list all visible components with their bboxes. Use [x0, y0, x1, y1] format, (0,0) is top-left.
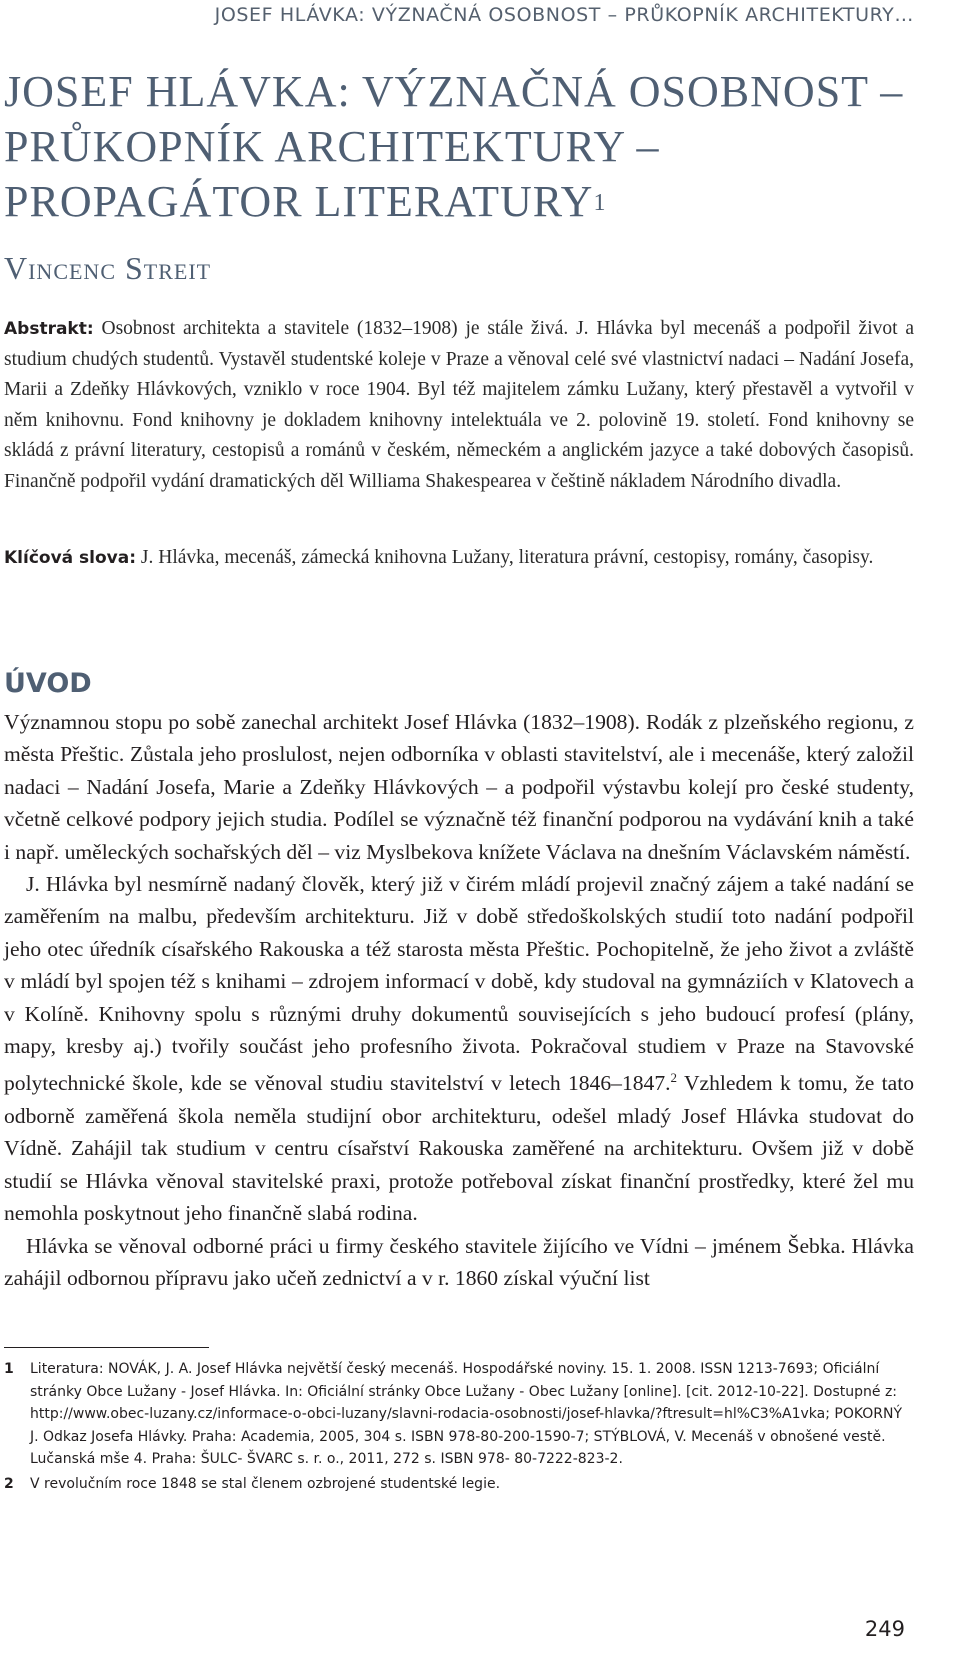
section-heading: ÚVOD — [4, 668, 92, 699]
abstract-text: Osobnost architekta a stavitele (1832–1908) je stále živá. J. Hlávka byl mecenáš a podpořil život a studium chudých studentů. Vystavěl studentské koleje v Praze a věnoval celé své vlastnictví nadaci – Nadání Josefa, Marii a Zdeňky Hlávkových, vzniklo v roce 1904. Byl též majitelem zámku Lužany, který přestavěl a vytvořil v něm knihovnu. Fond knihovny je dokladem knihovny intelektuála ve 2. polovině 19. století. Fond knihovny se skládá z právní literatury, cestopisů a románů v českém, německém a anglickém jazyce a také dobových časopisů. Finančně podpořil vydání dramatických děl Williama Shakespearea v češtině nákladem Národního divadla. — [4, 318, 914, 492]
keywords-text: J. Hlávka, mecenáš, zámecká knihovna Lužany, literatura právní, cestopisy, romány, časopisy. — [140, 547, 874, 568]
running-head: JOSEF HLÁVKA: VÝZNAČNÁ OSOBNOST – PRŮKOPNÍK ARCHITEKTURY… — [214, 4, 914, 26]
paragraph: Hlávka se věnoval odborné práci u firmy českého stavitele žijícího ve Vídni – jménem Šebka. Hlávka zahájil odbornou přípravu jako učeň zednictví a v r. 1860 získal výuční list — [4, 1233, 914, 1291]
keywords-label: Klíčová slova: — [4, 548, 137, 568]
article-title — [4, 64, 954, 229]
article-title-text: JOSEF HLÁVKA: VÝZNAČNÁ OSOBNOST – PRŮKOPNÍK ARCHITEKTURY – PROPAGÁTOR LITERATURY — [4, 67, 904, 226]
paragraph — [4, 868, 914, 1230]
page-number: 249 — [864, 1617, 905, 1641]
body-text — [4, 706, 914, 1295]
footnotes — [4, 1358, 910, 1498]
paragraph-text: J. Hlávka byl nesmírně nadaný člověk, který již v čirém mládí projevil značný zájem a také nadání se zaměřením na malbu, především architekturu. Již v době středoškolských studií toto nadání podpořil jeho otec úředník císařského Rakouska a též starosta města Přeštic. Pochopitelně, že jeho život a zvláště v mládí byl spojen též s knihami – zdrojem informací v době, kdy studoval na gymnáziích v Klatovech a v Kolíně. Knihovny spolu s různými druhy dokumentů souvisejících s jeho budoucí profesí (plány, mapy, kresby aj.) tvořily součást jeho profesního života. Pokračoval studiem v Praze na Stavovské polytechnické škole, kde se věnoval studiu stavitelství v letech 1846–1847. — [4, 872, 914, 1096]
footnote — [4, 1473, 910, 1496]
footnote-divider — [4, 1347, 209, 1348]
abstract — [4, 314, 914, 497]
title-footnote-ref[interactable]: 1 — [593, 190, 607, 216]
footnote-number: 2 — [4, 1475, 14, 1492]
footnote-ref[interactable]: 2 — [670, 1070, 678, 1086]
paragraph: Významnou stopu po sobě zanechal architekt Josef Hlávka (1832–1908). Rodák z plzeňského regionu, z města Přeštic. Zůstala jeho proslulost, nejen odborníka v oblasti stavitelství, ale i mecenáše, který založil nadaci – Nadání Josefa, Marie a Zdeňky Hlávkových – a podpořil výstavbu kolejí pro české studenty, včetně celkové podpory jejich studia. Podílel se význačně též finanční podporou na vydávání knih a také i např. uměleckých sochařských děl – viz Myslbekova knížete Václava na dnešním Václavském náměstí. — [4, 710, 914, 864]
footnote — [4, 1358, 910, 1471]
footnote-text: Literatura: NOVÁK, J. A. Josef Hlávka největší český mecenáš. Hospodářské noviny. 15. 1. 2008. ISSN 1213-7693; Oficiální stránky Obce Lužany - Josef Hlávka. In: Oficiální stránky Obce Lužany - Obec Lužany [online]. [cit. 2012-10-22]. Dostupné z: http://www.obec-luzany.cz/informace-o-obci-luzany/slavni-rodacia-osobnosti/josef-hlavka/?ftresult=hl%C3%A1vka; POKORNÝ J. Odkaz Josefa Hlávky. Praha: Academia, 2005, 304 s. ISBN 978-80-200-1590-7; STÝBLOVÁ, V. Mecenáš v obnošené vestě. Lučanská mše 4. Praha: ŠULC- ŠVARC s. r. o., 2011, 272 s. ISBN 978- 80-7222-823-2. — [30, 1361, 903, 1468]
footnote-number: 1 — [4, 1361, 14, 1377]
keywords — [4, 543, 914, 574]
abstract-label: Abstrakt: — [4, 319, 94, 339]
footnote-text: V revolučním roce 1848 se stal členem ozbrojené studentské legie. — [30, 1475, 501, 1492]
paragraph-text: Vzhledem k tomu, že tato odborně zaměřená škola neměla studijní obor architekturu, odešel mladý Josef Hlávka studovat do Vídně. Zahájil tak studium v centru císařství Rakouska zaměřené na architekturu. Ovšem již v době studií se Hlávka věnoval stavitelské praxi, protože potřeboval získat finanční prostředky, které žel mu nemohla poskytnout jeho finančně slabá rodina. — [4, 1071, 914, 1226]
author-name: Vincenc Streit — [4, 250, 212, 286]
